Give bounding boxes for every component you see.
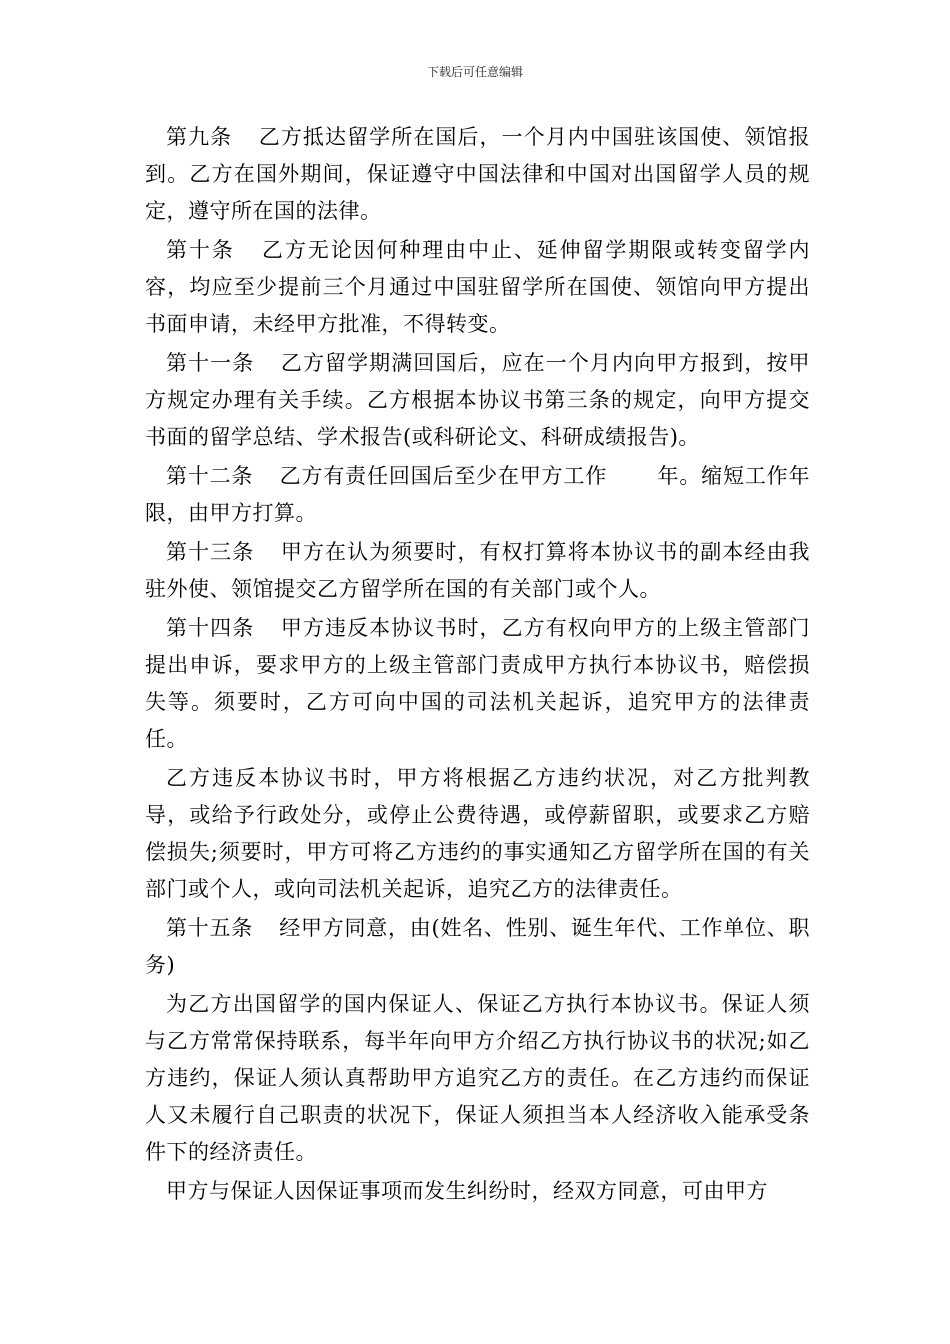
article-14-continuation-paragraph [145, 760, 810, 908]
article-12-paragraph [145, 458, 810, 532]
article-number: 第十五条 [166, 916, 254, 940]
article-14-paragraph [145, 610, 810, 758]
article-number: 第九条 [166, 125, 233, 149]
article-15-paragraph [145, 910, 810, 984]
article-13-paragraph [145, 534, 810, 608]
article-text: 乙方无论因何种理由中止、延伸留学期限或转变留学内容，均应至少提前三个月通过中国驻留学所在国使、领馆向甲方提出书面申请，未经甲方批准，不得转变。 [145, 238, 811, 336]
article-number: 第十三条 [166, 540, 255, 564]
article-text: 乙方有责任回国后至少在甲方工作 [279, 464, 608, 488]
article-text-after-blank: 年。缩短工作年限，由甲方打算。 [145, 464, 811, 525]
article-10-paragraph [145, 232, 810, 343]
page-header-note: 下载后可任意编辑 [426, 65, 523, 79]
article-text: 乙方留学期满回国后，应在一个月内向甲方报到，按甲方规定办理有关手续。乙方根据本协议书第三条的规定，向甲方提交书面的留学总结、学术报告(或科研论文、科研成绩报告)。 [145, 351, 811, 449]
article-11-paragraph [145, 345, 810, 456]
paragraph-text: 为乙方出国留学的国内保证人、保证乙方执行本协议书。保证人须与乙方常常保持联系，每半年向甲方介绍乙方执行协议书的状况;如乙方违约，保证人须认真帮助甲方追究乙方的责任。在乙方违约而保证人又未履行自己职责的状况下，保证人须担当本人经济收入能承受条件下的经济责任。 [145, 992, 810, 1164]
article-text: 乙方抵达留学所在国后，一个月内中国驻该国使、领馆报到。乙方在国外期间，保证遵守中国法律和中国对出国留学人员的规定，遵守所在国的法律。 [145, 125, 811, 223]
article-number: 第十四条 [166, 616, 255, 640]
paragraph-text: 甲方与保证人因保证事项而发生纠纷时，经双方同意，可由甲方 [166, 1179, 768, 1203]
paragraph-text: 乙方违反本协议书时，甲方将根据乙方违约状况，对乙方批判教导，或给予行政处分，或停止公费待遇，或停薪留职，或要求乙方赔偿损失;须要时，甲方可将乙方违约的事实通知乙方留学所在国的有关部门或个人，或向司法机关起诉，追究乙方的法律责任。 [145, 766, 810, 901]
article-text: 甲方在认为须要时，有权打算将本协议书的副本经由我驻外使、领馆提交乙方留学所在国的有关部门或个人。 [145, 540, 811, 601]
article-number: 第十条 [166, 238, 235, 262]
dispute-paragraph [145, 1173, 810, 1210]
article-number: 第十二条 [166, 464, 254, 488]
article-number: 第十一条 [166, 351, 255, 375]
article-text: 经甲方同意，由(姓名、性别、诞生年代、工作单位、职务) [145, 916, 810, 977]
guarantor-paragraph [145, 986, 810, 1171]
article-9-paragraph [145, 119, 810, 230]
article-text: 甲方违反本协议书时，乙方有权向甲方的上级主管部门提出申诉，要求甲方的上级主管部门责成甲方执行本协议书，赔偿损失等。须要时，乙方可向中国的司法机关起诉，追究甲方的法律责任。 [145, 616, 811, 751]
document-body [145, 119, 810, 1212]
